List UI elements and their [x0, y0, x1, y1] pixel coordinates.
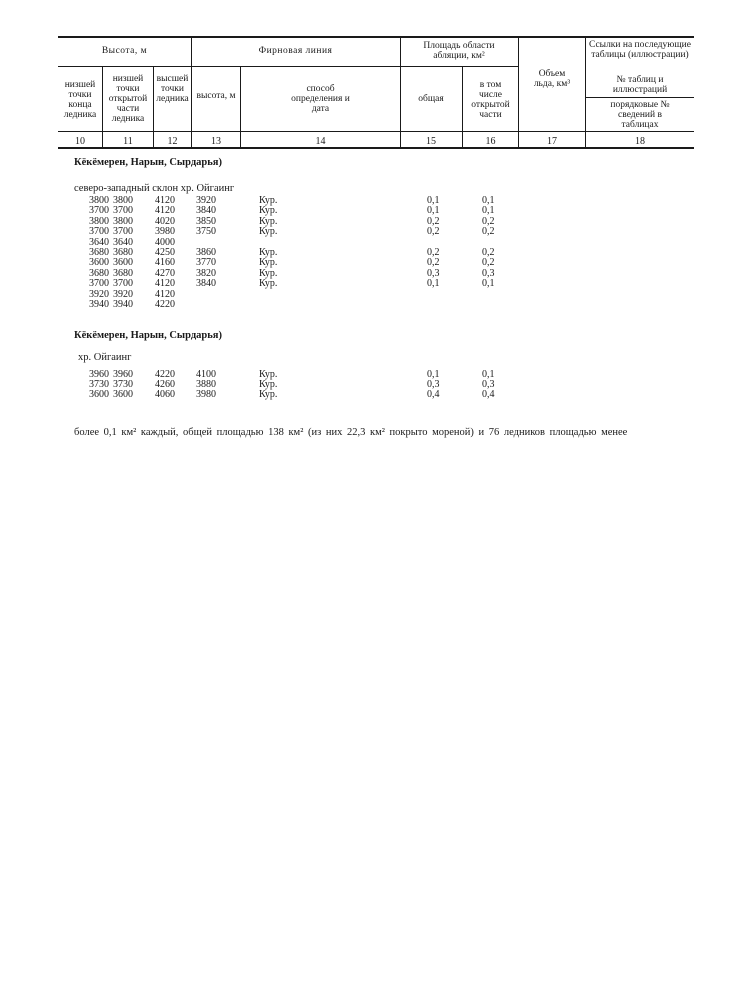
section1-title: Кёкёмерен, Нарын, Сырдарья) [74, 157, 222, 168]
cell-height-low-open: 3700 [113, 278, 133, 290]
cell-ablation-total: 0,3 [427, 267, 440, 279]
header-col13: высота, м [196, 91, 236, 101]
header-subrule-ablation [400, 66, 518, 67]
cell-firn-method: Кур. [259, 257, 278, 269]
cell-ablation-open: 0,3 [482, 267, 495, 279]
cell-height-high: 4120 [155, 195, 175, 206]
table-row [0, 227, 752, 237]
cell-height-low-end: 3700 [89, 278, 109, 290]
cell-ablation-total: 0,2 [427, 215, 440, 227]
cell-firn-height: 3880 [196, 379, 216, 390]
cell-height-low-end: 3920 [89, 288, 109, 300]
cell-firn-height: 3770 [196, 257, 216, 269]
cell-ablation-open: 0,2 [482, 226, 495, 238]
cell-height-low-end: 3940 [89, 299, 109, 310]
cell-height-high: 4220 [155, 299, 175, 310]
cell-ablation-open: 0,1 [482, 195, 495, 206]
header-col14: способ определения и дата [291, 84, 350, 114]
cell-height-low-end: 3680 [89, 267, 109, 279]
cell-height-low-open: 3600 [113, 257, 133, 269]
cell-height-high: 4250 [155, 247, 175, 258]
header-refs-group: Ссылки на последующие таблицы (иллюстрации) [589, 40, 691, 60]
colnum-bottom-rule [58, 147, 694, 149]
colnum-13: 13 [211, 136, 221, 147]
cell-height-low-open: 3940 [113, 299, 133, 310]
cell-ablation-open: 0,2 [482, 257, 495, 269]
cell-firn-height: 3980 [196, 389, 216, 400]
cell-height-low-end: 3700 [89, 226, 109, 238]
cell-ablation-open: 0,1 [482, 278, 495, 290]
cell-height-low-end: 3680 [89, 247, 109, 258]
cell-firn-height: 3840 [196, 278, 216, 290]
table-row [0, 300, 752, 310]
cell-height-low-end: 3800 [89, 215, 109, 227]
cell-firn-height: 3860 [196, 247, 216, 258]
cell-ablation-open: 0,1 [482, 369, 495, 380]
cell-height-high: 4120 [155, 288, 175, 300]
cell-firn-method: Кур. [259, 278, 278, 290]
colnum-11: 11 [123, 136, 133, 147]
cell-firn-height: 3920 [196, 195, 216, 206]
cell-firn-method: Кур. [259, 379, 278, 390]
header-subrule-refs [585, 97, 694, 98]
cell-ablation-total: 0,2 [427, 247, 440, 258]
cell-ablation-total: 0,1 [427, 205, 440, 217]
cell-height-high: 4060 [155, 389, 175, 400]
cell-firn-method: Кур. [259, 369, 278, 380]
cell-firn-height: 3750 [196, 226, 216, 238]
cell-height-low-end: 3730 [89, 379, 109, 390]
table-row [0, 258, 752, 268]
colnum-16: 16 [485, 136, 496, 147]
cell-ablation-total: 0,3 [427, 379, 440, 390]
colnum-17: 17 [547, 136, 557, 147]
cell-height-low-open: 3730 [113, 379, 133, 390]
cell-height-high: 3980 [155, 226, 175, 238]
cell-height-high: 4120 [155, 278, 175, 290]
cell-height-low-end: 3600 [89, 257, 109, 269]
colnum-10: 10 [75, 136, 85, 147]
cell-firn-method: Кур. [259, 205, 278, 217]
cell-firn-height: 3850 [196, 215, 216, 227]
cell-firn-method: Кур. [259, 195, 278, 206]
cell-height-low-end: 3640 [89, 236, 109, 248]
cell-ablation-total: 0,1 [427, 195, 440, 206]
header-refs-sub1: № таблиц и иллюстраций [612, 75, 668, 95]
header-col10: низшей точки конца ледника [63, 80, 97, 120]
cell-height-high: 4120 [155, 205, 175, 217]
table-row [0, 390, 752, 400]
vline-16-17 [518, 36, 519, 147]
table-top-rule [58, 36, 694, 38]
header-col11: низшей точки открытой части ледника [108, 74, 148, 124]
cell-height-low-open: 3640 [113, 236, 133, 248]
colnum-18: 18 [635, 136, 645, 147]
cell-height-low-end: 3960 [89, 369, 109, 380]
cell-firn-method: Кур. [259, 226, 278, 238]
section1-subtitle: северо-западный склон хр. Ойгаинг [74, 183, 235, 194]
cell-height-low-open: 3700 [113, 226, 133, 238]
header-firn-group: Фирновая линия [258, 46, 333, 56]
colnum-12: 12 [167, 136, 178, 147]
cell-height-low-open: 3800 [113, 215, 133, 227]
cell-ablation-open: 0,3 [482, 379, 495, 390]
cell-height-high: 4270 [155, 267, 175, 279]
cell-ablation-total: 0,4 [427, 389, 440, 400]
cell-firn-height: 4100 [196, 369, 216, 380]
footer-text: более 0,1 км² каждый, общей площадью 138 км² (из них 22,3 км² покрыто мореной) и 76 ледников площадью менее [74, 427, 628, 438]
cell-height-high: 4220 [155, 369, 175, 380]
colnum-14: 14 [315, 136, 326, 147]
cell-ablation-total: 0,2 [427, 226, 440, 238]
cell-height-high: 4000 [155, 236, 175, 248]
cell-height-high: 4260 [155, 379, 175, 390]
cell-height-low-open: 3960 [113, 369, 133, 380]
cell-height-low-open: 3920 [113, 288, 133, 300]
header-col16: в том числе открытой части [471, 80, 510, 120]
cell-ablation-total: 0,1 [427, 278, 440, 290]
cell-height-high: 4160 [155, 257, 175, 269]
colnum-15: 15 [426, 136, 436, 147]
cell-ablation-open: 0,2 [482, 215, 495, 227]
cell-height-low-end: 3800 [89, 195, 109, 206]
header-col12: высшей точки ледника [156, 74, 189, 104]
cell-ablation-open: 0,4 [482, 389, 495, 400]
cell-height-low-end: 3700 [89, 205, 109, 217]
cell-firn-method: Кур. [259, 247, 278, 258]
cell-firn-height: 3840 [196, 205, 216, 217]
table-row [0, 279, 752, 289]
cell-firn-method: Кур. [259, 267, 278, 279]
cell-height-low-open: 3800 [113, 195, 133, 206]
cell-firn-method: Кур. [259, 215, 278, 227]
header-refs-sub2: порядковые № сведений в таблицах [610, 100, 670, 130]
header-height-group: Высота, м [101, 46, 148, 56]
cell-firn-method: Кур. [259, 389, 278, 400]
cell-ablation-total: 0,2 [427, 257, 440, 269]
cell-ablation-open: 0,2 [482, 247, 495, 258]
header-col15: общая [418, 94, 444, 104]
cell-height-low-open: 3680 [113, 267, 133, 279]
cell-ablation-total: 0,1 [427, 369, 440, 380]
cell-height-low-open: 3700 [113, 205, 133, 217]
cell-height-low-open: 3680 [113, 247, 133, 258]
cell-firn-height: 3820 [196, 267, 216, 279]
cell-height-low-open: 3600 [113, 389, 133, 400]
cell-height-high: 4020 [155, 215, 175, 227]
table-row [0, 206, 752, 216]
section2-subtitle: хр. Ойгаинг [78, 352, 132, 363]
header-subrule-height [58, 66, 191, 67]
cell-ablation-open: 0,1 [482, 205, 495, 217]
header-col17: Объем льда, км³ [533, 69, 571, 89]
header-ablation-group: Площадь области абляции, км² [423, 41, 495, 61]
section2-title: Кёкёмерен, Нарын, Сырдарья) [74, 330, 222, 341]
cell-height-low-end: 3600 [89, 389, 109, 400]
header-subrule-firn [191, 66, 400, 67]
